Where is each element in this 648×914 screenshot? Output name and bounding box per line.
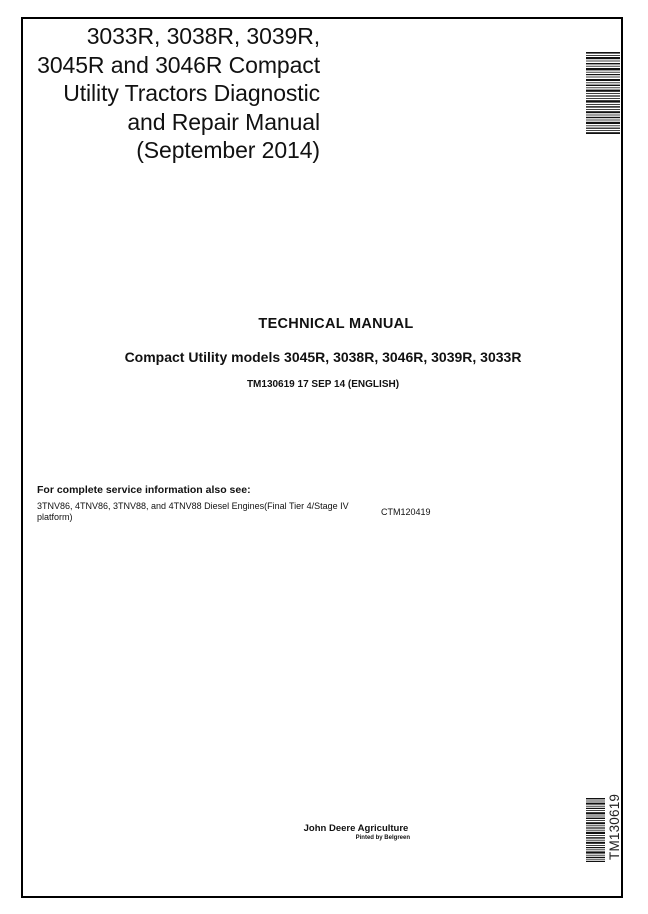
title-line: and Repair Manual [127,108,320,135]
side-document-code: TM130619 [607,793,622,860]
barcode-top [586,52,620,134]
publisher-name: John Deere Agriculture [303,823,409,834]
reference-description: 3TNV86, 4TNV86, 3TNV88, and 4TNV88 Diesel Engines(Final Tier 4/Stage IV platform) [37,501,349,522]
models-line: Compact Utility models 3045R, 3038R, 3046R, 3039R, 3033R [124,349,522,365]
printed-by: Pinted by Belgreen [355,835,410,841]
manual-heading: TECHNICAL MANUAL [258,316,414,332]
title-line: Utility Tractors Diagnostic [63,80,320,106]
see-also-heading: For complete service information also see: [37,484,251,496]
document-title [24,22,320,165]
title-line: (September 2014) [136,137,320,163]
reference-code: CTM120419 [381,507,431,517]
title-line: 3045R and 3046R Compact [37,51,320,78]
barcode-bottom [586,798,605,862]
tm-reference: TM130619 17 SEP 14 (ENGLISH) [246,379,400,390]
title-line: 3033R, 3038R, 3039R, [86,23,320,49]
